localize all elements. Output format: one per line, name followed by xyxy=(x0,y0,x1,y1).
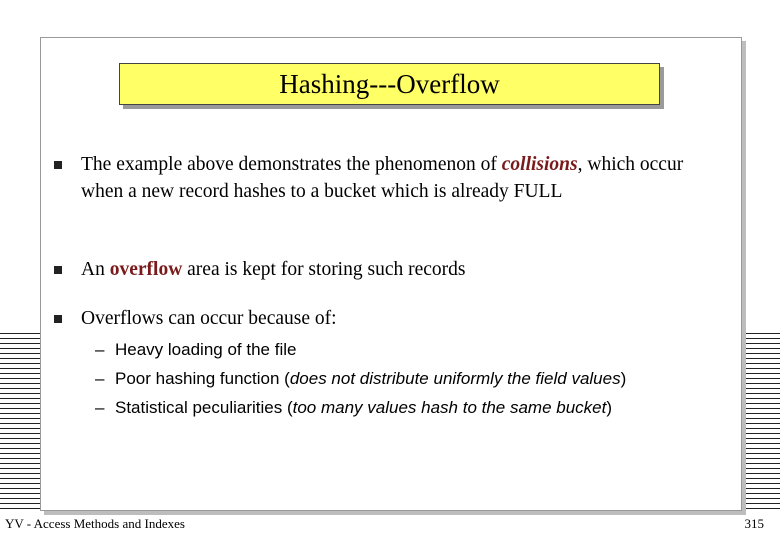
square-bullet-icon xyxy=(54,161,62,169)
highlight-term: overflow xyxy=(109,259,183,280)
bullet-text: Overflows can occur because of: xyxy=(81,308,337,329)
sub-item-text-post: ) xyxy=(606,398,613,417)
sub-item-text-pre: Poor hashing function ( xyxy=(115,369,290,388)
sub-item-italic: too many values hash to the same bucket xyxy=(292,398,607,417)
square-bullet-icon xyxy=(54,266,62,274)
title-right: Overflow xyxy=(396,68,500,99)
bullet-text-post: , which occur when a new record hashes to a bucket which is already FULL xyxy=(81,154,684,202)
title-separator: --- xyxy=(369,68,397,99)
dash-bullet: – xyxy=(95,340,105,359)
sub-item-text-pre: Statistical peculiarities ( xyxy=(115,398,293,417)
bullet-collisions xyxy=(54,151,721,205)
sub-item-text-post: ) xyxy=(620,369,627,388)
dash-bullet: – xyxy=(95,398,105,417)
dash-bullet: – xyxy=(95,369,105,388)
slide-title xyxy=(119,63,660,105)
bullet-text-pre: An xyxy=(81,259,110,280)
sub-item-statistical xyxy=(95,398,612,418)
bullet-overflow-causes xyxy=(54,305,721,332)
sub-item-heavy-loading xyxy=(95,340,296,360)
square-bullet-icon xyxy=(54,315,62,323)
bullet-text-post: area is kept for storing such records xyxy=(182,259,466,280)
page-number: 315 xyxy=(744,516,764,531)
bullet-text xyxy=(81,256,721,283)
footer-course-label: YV - Access Methods and Indexes xyxy=(5,516,185,531)
decorative-lines-right xyxy=(740,333,780,513)
sub-item-italic: does not distribute uniformly the field values xyxy=(289,369,621,388)
bullet-text xyxy=(81,151,721,205)
sub-item-poor-hashing xyxy=(95,369,626,389)
sub-item-text: Heavy loading of the file xyxy=(115,340,297,359)
decorative-lines-left xyxy=(0,333,40,513)
bullet-overflow-area xyxy=(54,256,721,283)
bullet-text-pre: The example above demonstrates the phenomenon of xyxy=(81,154,502,175)
title-left: Hashing xyxy=(279,68,370,99)
highlight-term: collisions xyxy=(501,154,578,175)
